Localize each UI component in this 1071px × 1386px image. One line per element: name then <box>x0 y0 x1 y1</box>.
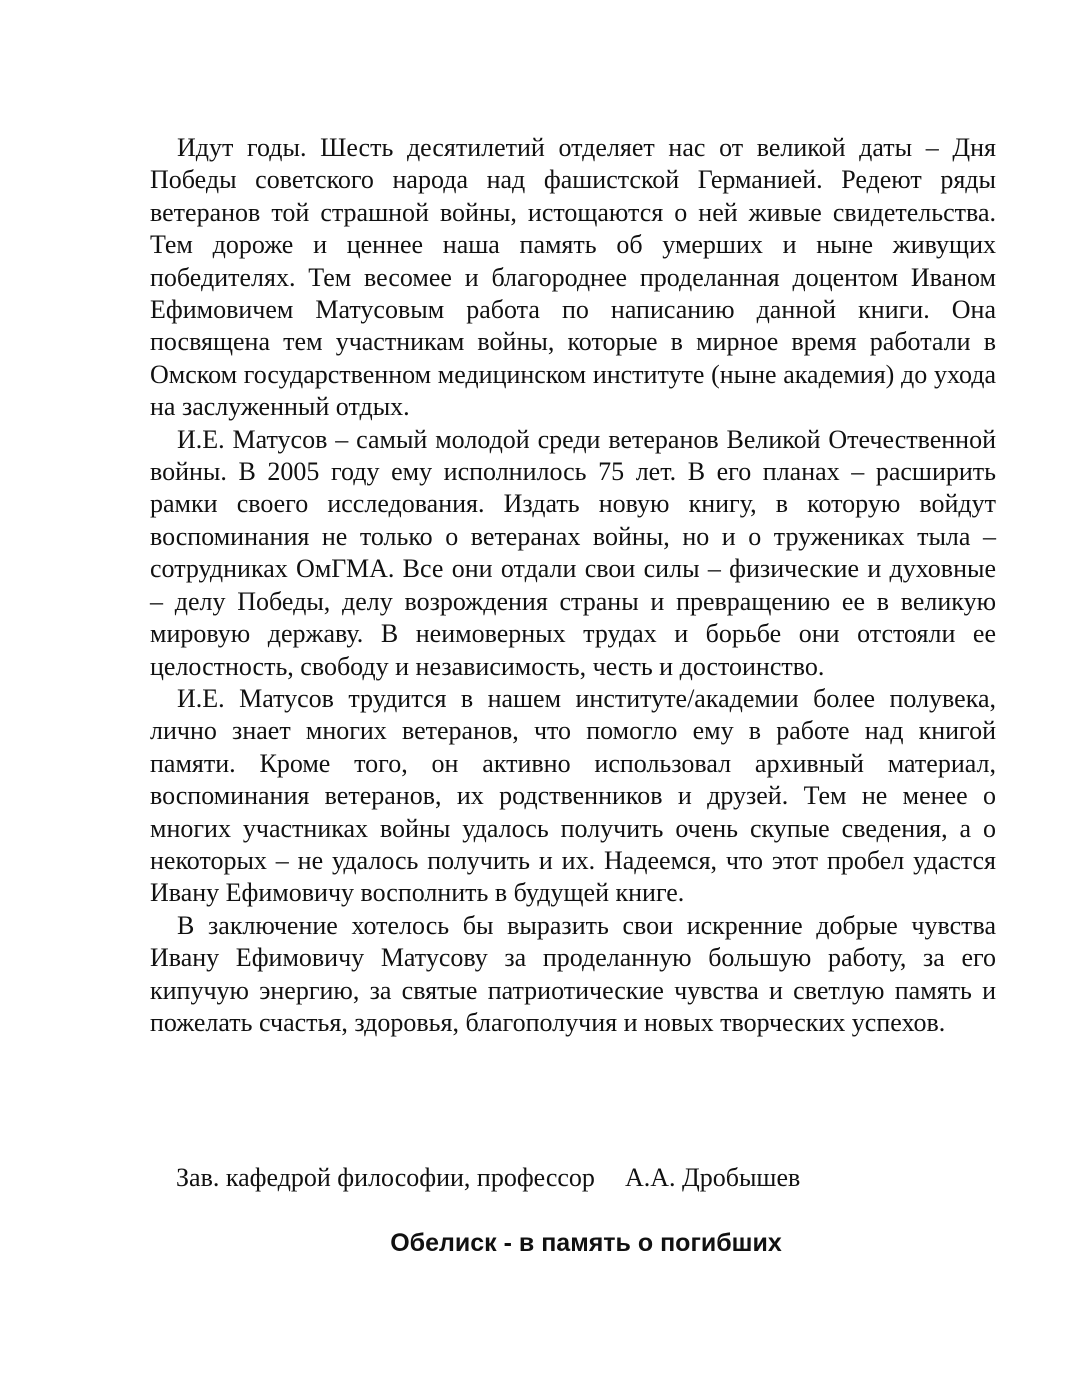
document-body <box>150 132 996 1039</box>
paragraph-4: В заключение хотелось бы выразить свои искренние добрые чувства Ивану Ефимовичу Матусову за проделанную большую работу, за его кипучую энергию, за святые патриотические чувства и светлую память и пожелать счастья, здоровья, благополучия и новых творческих успехов. <box>150 910 996 1037</box>
paragraph-2: И.Е. Матусов – самый молодой среди ветеранов Великой Отечественной войны. В 2005 году ему исполнилось 75 лет. В его планах – расширить рамки своего исследования. Издать новую книгу, в которую войдут воспоминания не только о ветеранах войны, но и о тружениках тыла – сотрудниках ОмГМА. Все они отдали свои силы – физические и духовные – делу Победы, делу возрождения страны и превращению ее в великую мировую державу. В неимоверных трудах и борьбе они отстояли ее целостность, свободу и независимость, честь и достоинство. <box>150 424 996 681</box>
paragraph-3: И.Е. Матусов трудится в нашем институте/академии более полувека, лично знает многих ветеранов, что помогло ему в работе над книгой памяти. Кроме того, он активно использовал архивный материал, воспоминания ветеранов, их родственников и друзей. Тем не менее о многих участниках войны удалось получить очень скупые сведения, а о некоторых – не удалось получить и их. Надеемся, что этот пробел удастся Ивану Ефимовичу восполнить в будущей книге. <box>150 683 996 908</box>
signature-line <box>176 1162 800 1194</box>
paragraph-1: Идут годы. Шесть десятилетий отделяет нас от великой даты – Дня Победы советского народа над фашистской Германией. Редеют ряды ветеранов той страшной войны, истощаются о ней живые свидетельства. Тем дороже и ценнее наша память об умерших и ныне живущих победителях. Тем весомее и благороднее проделанная доцентом Иваном Ефимовичем Матусовым работа по написанию данной книги. Она посвящена тем участникам войны, которые в мирное время работали в Омском государственном медицинском институте (ныне академия) до ухода на заслуженный отдых. <box>150 133 996 422</box>
signature-author: А.А. Дробышев <box>624 1163 801 1192</box>
signature-position: Зав. кафедрой философии, профессор <box>176 1163 595 1192</box>
section-heading: Обелиск - в память о погибших <box>390 1229 782 1257</box>
